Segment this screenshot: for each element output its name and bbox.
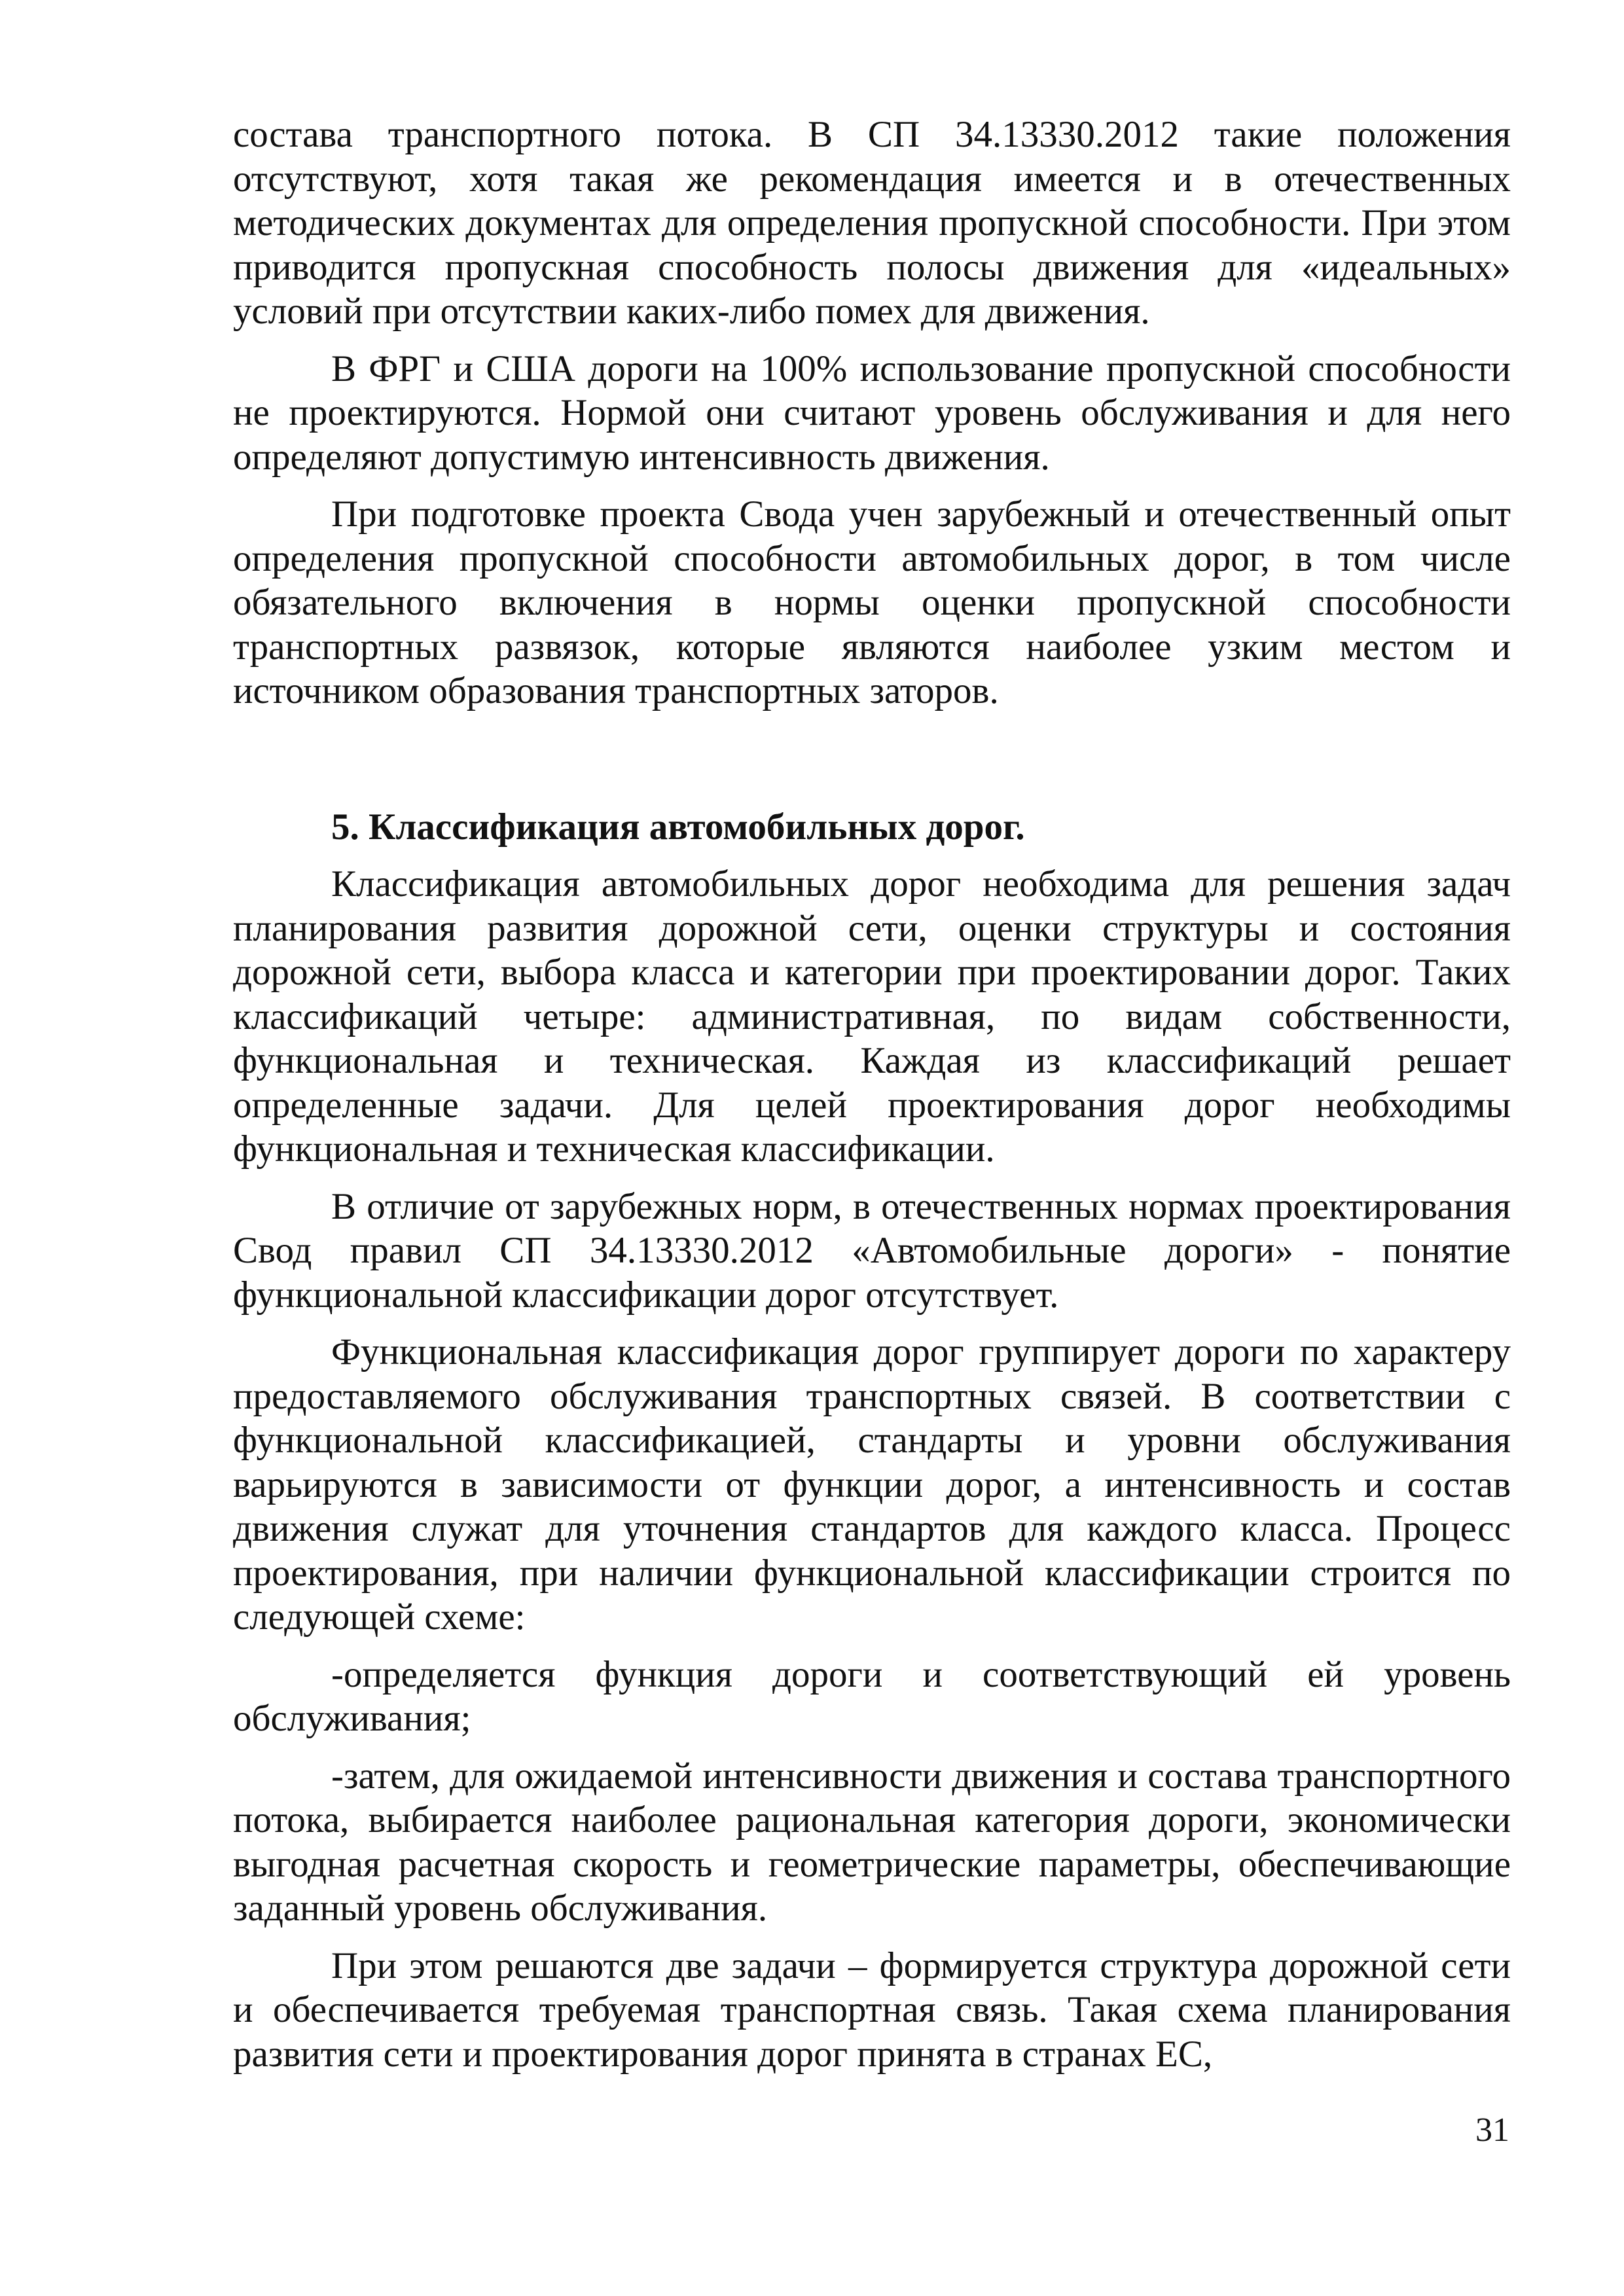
list-item: -определяется функция дороги и соответствующий ей уровень обслуживания;: [233, 1653, 1511, 1739]
list-item: -затем, для ожидаемой интенсивности движения и состава транспортного потока, выбирается наиболее рациональная категория дороги, экономически выгодная расчетная скорость и геометрические параметры, обеспечивающие заданный уровень обслуживания.: [233, 1755, 1511, 1929]
paragraph: При этом решаются две задачи – формируется структура дорожной сети и обеспечивается требуемая транспортная связь. Такая схема планирования развития сети и проектирования дорог принята в странах ЕС,: [233, 1945, 1511, 2075]
paragraph-continued: состава транспортного потока. В СП 34.13330.2012 такие положения отсутствуют, хотя такая же рекомендация имеется и в отечественных методических документах для определения пропускной способности. При этом приводится пропускная способность полосы движения для «идеальных» условий при отсутствии каких-либо помех для движения.: [233, 114, 1511, 332]
page-number: 31: [1475, 2111, 1509, 2149]
text-body: [233, 113, 1511, 2089]
paragraph: Функциональная классификация дорог группирует дороги по характеру предоставляемого обслуживания транспортных связей. В соответствии с функциональной классификацией, стандарты и уровни обслуживания варьируются в зависимости от функции дорог, а интенсивность и состав движения служат для уточнения стандартов для каждого класса. Процесс проектирования, при наличии функциональной классификации строится по следующей схеме:: [233, 1331, 1511, 1638]
paragraph: Классификация автомобильных дорог необходима для решения задач планирования развития дорожной сети, оценки структуры и состояния дорожной сети, выбора класса и категории при проектировании дорог. Таких классификаций четыре: административная, по видам собственности, функциональная и техническая. Каждая из классификаций решает определенные задачи. Для целей проектирования дорог необходимы функциональная и техническая классификации.: [233, 863, 1511, 1170]
paragraph: При подготовке проекта Свода учен зарубежный и отечественный опыт определения пропускной способности автомобильных дорог, в том числе обязательного включения в нормы оценки пропускной способности транспортных развязок, которые являются наиболее узким местом и источником образования транспортных заторов.: [233, 493, 1511, 711]
paragraph: В отличие от зарубежных норм, в отечественных нормах проектирования Свод правил СП 34.13330.2012 «Автомобильные дороги» - понятие функциональной классификации дорог отсутствует.: [233, 1185, 1511, 1316]
section-heading: 5. Классификация автомобильных дорог.: [331, 806, 1025, 848]
paragraph: В ФРГ и США дороги на 100% использование пропускной способности не проектируются. Нормой они считают уровень обслуживания и для него определяют допустимую интенсивность движения.: [233, 348, 1511, 478]
